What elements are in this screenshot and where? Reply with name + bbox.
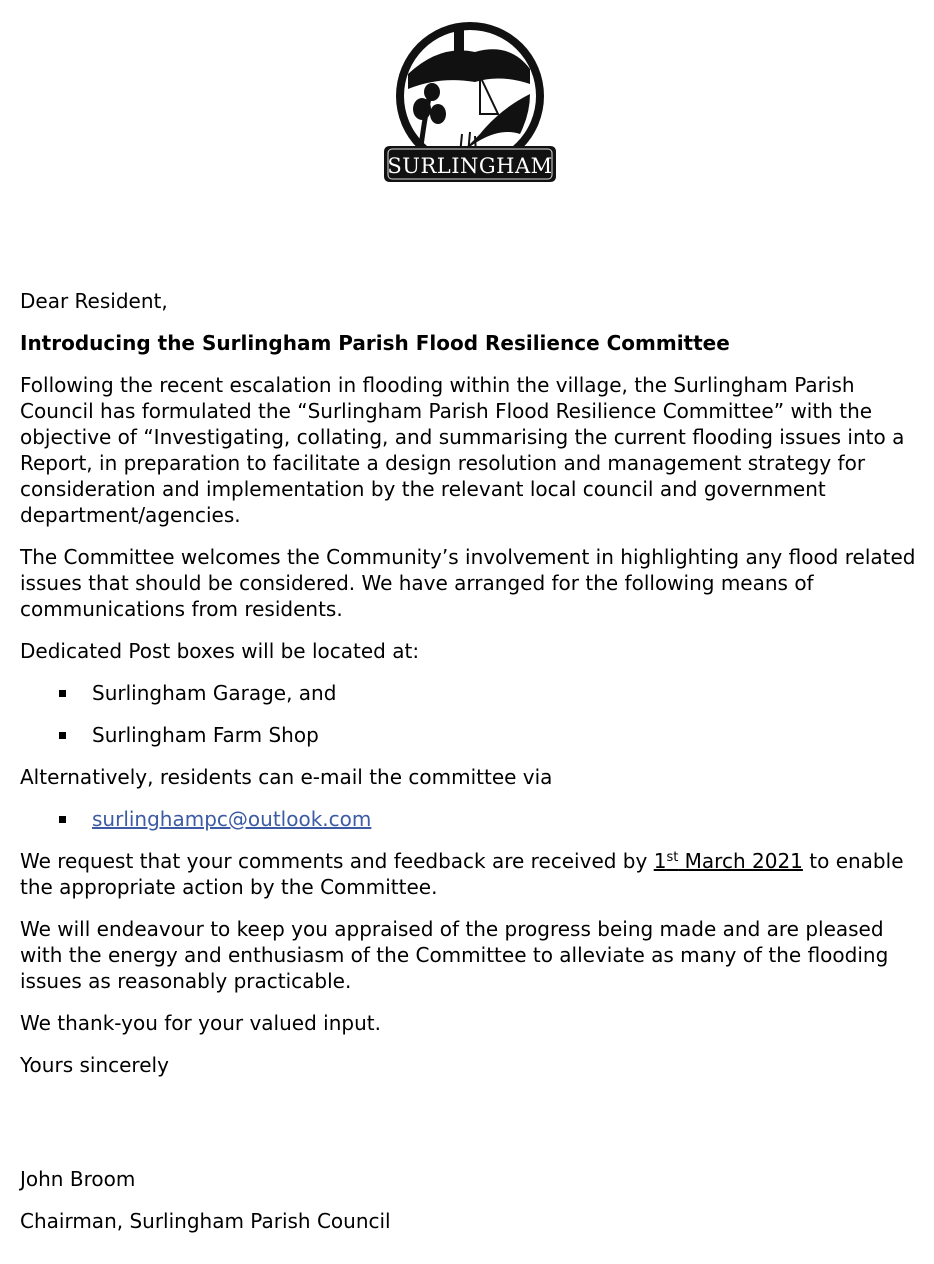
email-intro: Alternatively, residents can e-mail the committee via bbox=[20, 765, 553, 789]
postboxes-intro: Dedicated Post boxes will be located at: bbox=[20, 639, 420, 663]
signatory-title: Chairman, Surlingham Parish Council bbox=[20, 1209, 391, 1233]
email-list bbox=[20, 806, 920, 832]
list-item: Surlingham Garage, and bbox=[20, 680, 920, 706]
paragraph-request: We request that your comments and feedback are received by 1st March 2021 to enable the appropriate action by the Committee. bbox=[20, 849, 904, 899]
surlingham-logo bbox=[380, 14, 560, 186]
paragraph-intro: Following the recent escalation in flooding within the village, the Surlingham Parish Council has formulated the “Surlingham Parish Flood Resilience Committee” with the objective of “Investigating, collating, and summarising the current flooding issues into a Report, in preparation to facilitate a design resolution and management strategy for consideration and implementation by the relevant local council and government department/agencies. bbox=[20, 373, 905, 527]
closing-text: Yours sincerely bbox=[20, 1053, 169, 1077]
bullet-icon bbox=[59, 816, 66, 823]
bullet-icon bbox=[59, 732, 66, 739]
letter-heading: Introducing the Surlingham Parish Flood Resilience Committee bbox=[20, 331, 730, 355]
signatory-name: John Broom bbox=[20, 1167, 136, 1191]
signature-space bbox=[20, 1094, 920, 1166]
salutation: Dear Resident, bbox=[20, 289, 168, 313]
paragraph-community: The Committee welcomes the Community’s involvement in highlighting any flood related issues that should be considered. We have arranged for the following means of communications from residents. bbox=[20, 545, 916, 621]
thanks-text: We thank-you for your valued input. bbox=[20, 1011, 381, 1035]
postbox-list bbox=[20, 680, 920, 748]
bullet-icon bbox=[59, 690, 66, 697]
list-item bbox=[20, 806, 920, 832]
email-link[interactable]: surlinghampc@outlook.com bbox=[92, 807, 372, 831]
list-item: Surlingham Farm Shop bbox=[20, 722, 920, 748]
deadline-date: 1st March 2021 bbox=[653, 849, 803, 873]
paragraph-progress: We will endeavour to keep you appraised of the progress being made and are pleased with the energy and enthusiasm of the Committee to alleviate as many of the flooding issues as reasonably practicable. bbox=[20, 917, 889, 993]
logo-name-text: SURLINGHAM bbox=[387, 154, 553, 178]
letter-body bbox=[20, 288, 920, 1250]
